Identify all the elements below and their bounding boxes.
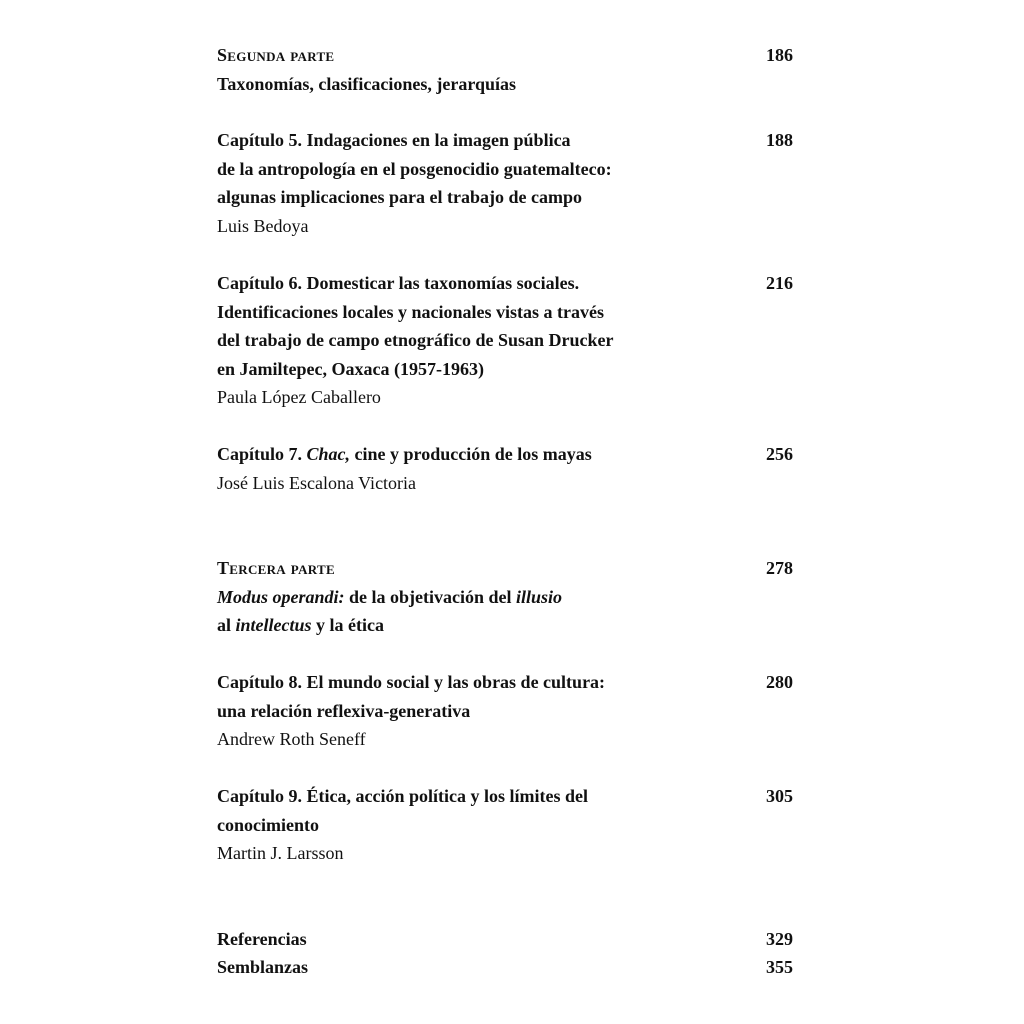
chapter-title-line: una relación reflexiva-generativa bbox=[217, 700, 471, 721]
chapter-title-line: Capítulo 8. El mundo social y las obras de cultura: bbox=[217, 672, 606, 692]
part-title-italic: illusio bbox=[516, 586, 563, 607]
chapter-author: Andrew Roth Seneff bbox=[217, 729, 366, 750]
toc-chapter-5[interactable] bbox=[217, 126, 793, 240]
toc-chapter-6[interactable] bbox=[217, 269, 793, 412]
section-label: Semblanzas bbox=[217, 957, 309, 977]
page-number: 280 bbox=[766, 672, 793, 692]
section-label: Referencias bbox=[217, 929, 307, 949]
chapter-title-line: del trabajo de campo etnográfico de Susan Drucker bbox=[217, 330, 614, 351]
chapter-author: Luis Bedoya bbox=[217, 215, 309, 236]
part-title: Taxonomías, clasificaciones, jerarquías bbox=[217, 73, 517, 94]
chapter-title-line: en Jamiltepec, Oaxaca (1957-1963) bbox=[217, 358, 484, 379]
page-number: 188 bbox=[766, 130, 793, 150]
chapter-title-line: Capítulo 5. Indagaciones en la imagen pública bbox=[217, 130, 571, 150]
page-number: 278 bbox=[766, 558, 793, 578]
chapter-title-suffix: cine y producción de los mayas bbox=[350, 444, 592, 464]
page-number: 305 bbox=[766, 786, 793, 806]
part-title-text: y la ética bbox=[311, 615, 384, 636]
part-label: Segunda parte bbox=[217, 45, 335, 65]
part-title-line bbox=[217, 583, 793, 612]
chapter-title-line: algunas implicaciones para el trabajo de campo bbox=[217, 187, 582, 208]
page-number: 256 bbox=[766, 444, 793, 464]
chapter-author: Martin J. Larsson bbox=[217, 843, 344, 864]
page-number: 329 bbox=[766, 929, 793, 949]
chapter-author: José Luis Escalona Victoria bbox=[217, 472, 417, 493]
chapter-title-line: Identificaciones locales y nacionales vistas a través bbox=[217, 301, 604, 322]
toc-chapter-8[interactable] bbox=[217, 668, 793, 754]
part-title-italic: Modus operandi: bbox=[217, 586, 345, 607]
chapter-title-prefix: Capítulo 7. bbox=[217, 444, 307, 464]
part-title-text: al bbox=[217, 615, 236, 636]
chapter-title-line: Capítulo 6. Domesticar las taxonomías sociales. bbox=[217, 273, 580, 293]
toc-chapter-9[interactable] bbox=[217, 782, 793, 868]
toc-referencias[interactable] bbox=[217, 925, 793, 954]
chapter-author: Paula López Caballero bbox=[217, 387, 381, 408]
chapter-title-line: conocimiento bbox=[217, 814, 319, 835]
part-title-italic: intellectus bbox=[235, 615, 312, 636]
page-number: 355 bbox=[766, 957, 793, 977]
toc-part-segunda[interactable] bbox=[217, 41, 793, 98]
toc-chapter-7[interactable] bbox=[217, 440, 793, 497]
chapter-title-italic: Chac, bbox=[306, 444, 351, 464]
chapter-title-line: de la antropología en el posgenocidio guatemalteco: bbox=[217, 158, 612, 179]
part-label: Tercera parte bbox=[217, 558, 335, 578]
chapter-title-line bbox=[217, 440, 793, 469]
page-number: 216 bbox=[766, 273, 793, 293]
chapter-title-line: Capítulo 9. Ética, acción política y los límites del bbox=[217, 786, 588, 806]
part-title-text: de la objetivación del bbox=[344, 586, 517, 607]
toc-semblanzas[interactable] bbox=[217, 953, 793, 982]
part-title-line bbox=[217, 611, 793, 640]
page-number: 186 bbox=[766, 45, 793, 65]
toc-part-tercera[interactable] bbox=[217, 554, 793, 640]
